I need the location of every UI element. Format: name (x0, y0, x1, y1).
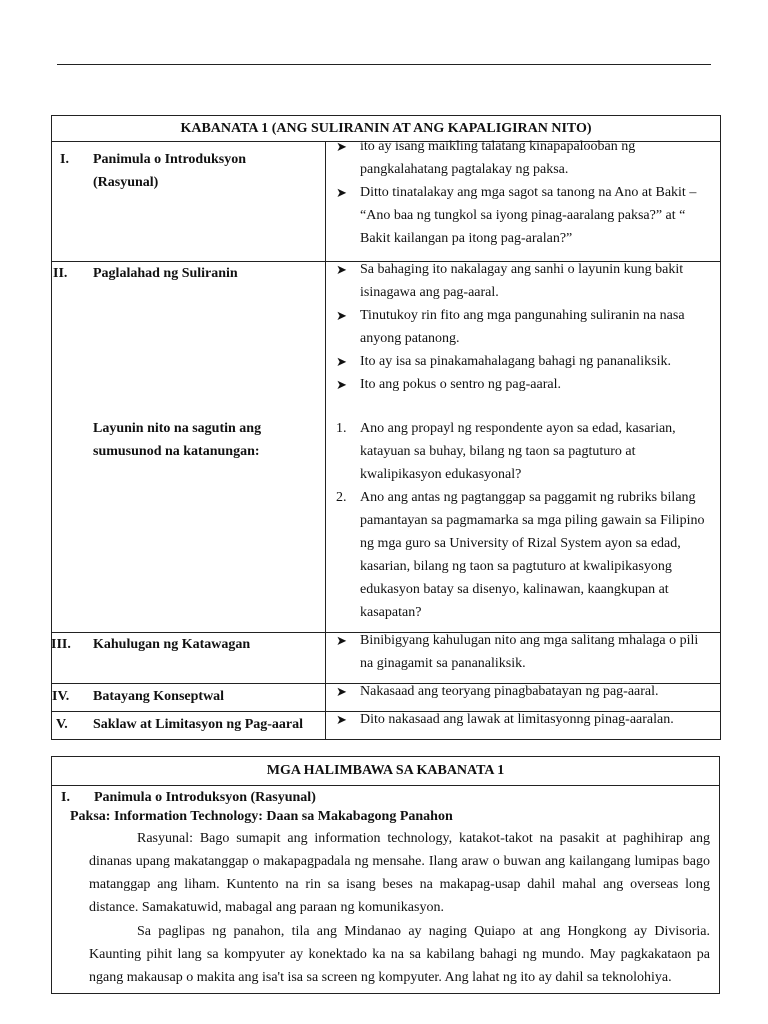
row-label: Batayang Konseptwal (93, 689, 225, 704)
list-item: ➤ Ditto tinatalakay ang mga sagot sa tanong na Ano at Bakit – “Ano baa ng tungkol sa iyong pinag-aaralang paksa?” at “ Bakit kailangan pa itong pag-aralan?” (360, 181, 712, 250)
table-row (52, 142, 721, 262)
list-item: ➤ Dito nakasaad ang lawak at limitasyonng pinag-aaralan. (360, 708, 712, 731)
section-numeral: I. (61, 790, 70, 805)
row-content-cell (326, 262, 721, 633)
table-row (52, 633, 721, 684)
row-label-line: (Rasyunal) (93, 175, 159, 190)
arrow-bullet-icon: ➤ (336, 684, 347, 699)
row-label-cell (52, 142, 326, 262)
list-item: ➤ Ito ang pokus o sentro ng pag-aaral. (360, 373, 712, 396)
row-label: Kahulugan ng Katawagan (93, 637, 251, 652)
outline-table (51, 115, 721, 740)
questions-intro: Layunin nito na sagutin ang sumusunod na katanungan: (93, 421, 262, 459)
list-item: ➤ Ito ay isa sa pinakamahalagang bahagi ng pananaliksik. (360, 350, 712, 373)
arrow-bullet-icon: ➤ (336, 354, 347, 369)
section-label: Panimula o Introduksyon (Rasyunal) (94, 790, 316, 805)
section-heading (61, 788, 710, 807)
arrow-bullet-icon: ➤ (336, 262, 347, 277)
row-content-cell (326, 633, 721, 684)
arrow-bullet-icon: ➤ (336, 185, 347, 200)
arrow-bullet-icon: ➤ (336, 139, 347, 154)
row-numeral: II. (53, 266, 68, 281)
paksa-line: Paksa: Information Technology: Daan sa Makabagong Panahon (70, 809, 453, 824)
row-label-cell (52, 684, 326, 712)
row-label-line: Panimula o Introduksyon (93, 152, 247, 167)
list-item: ➤ Nakasaad ang teoryang pinagbabatayan ng pag-aaral. (360, 680, 712, 703)
row-label-cell (52, 262, 326, 633)
list-item: 1. Ano ang propayl ng respondente ayon sa edad, kasarian, katayuan sa buhay, bilang ng taon sa pagtuturo at kwalipikasyon edukasyonal? (336, 421, 676, 482)
paragraph: Sa paglipas ng panahon, tila ang Mindanao ay naging Quiapo at ang Hongkong ay Divisoria. Kaunting pihit lang sa kompyuter ay konektado ka na sa kabilang bahagi ng mundo. May pagkakataon pa ngang makausap o makita ang isa't isa sa screen ng kompyuter. Ang lahat ng ito ay dahil sa teknolohiya. (89, 924, 710, 985)
row-label-cell (52, 633, 326, 684)
list-item: ➤ Binibigyang kahulugan nito ang mga salitang mhalaga o pili na ginagamit sa pananaliksik. (360, 629, 712, 675)
table-row (52, 712, 721, 740)
header-rule (57, 64, 711, 65)
row-content-cell (326, 139, 721, 262)
row-label: Saklaw at Limitasyon ng Pag-aaral (93, 717, 304, 732)
arrow-bullet-icon: ➤ (336, 633, 347, 648)
paragraph: Rasyunal: Bago sumapit ang information technology, katakot-takot na pasakit at paghihirap ang dinanas upang makatanggap o makapagpadala ng mensahe. Ilang araw o buwan ang kailangang lumipas bago matanggap ang liham. Kuntento na rin sa isang beses na makapag-usap dahil mahal ang overseas long distance. Samakatuwid, mabagal ang paraan ng komunikasyon. (89, 831, 710, 915)
row-label (93, 148, 293, 194)
row-numeral: I. (60, 152, 69, 167)
row-label: Paglalahad ng Suliranin (93, 266, 238, 281)
list-item: ➤ Sa bahaging ito nakalagay ang sanhi o layunin kung bakit isinagawa ang pag-aaral. (360, 258, 712, 304)
arrow-bullet-icon: ➤ (336, 712, 347, 727)
arrow-bullet-icon: ➤ (336, 308, 347, 323)
examples-body (52, 786, 720, 994)
list-item: 2. Ano ang antas ng pagtanggap sa paggamit ng rubriks bilang pamantayan sa pagmamarka sa mga piling gawain sa Filipino ng mga guro sa University of Rizal System ayon sa edad, kasarian, bilang ng taon sa pagtuturo at kwalipikasyong edukasyon batay sa disenyo, kalinawan, kaangkupan at kasapatan? (336, 490, 705, 620)
table-row (52, 262, 721, 633)
row-numeral: V. (56, 717, 68, 732)
row-label-cell (52, 712, 326, 740)
row-numeral: IV. (52, 689, 70, 704)
examples-table (51, 756, 720, 994)
row-content-cell (326, 712, 721, 740)
outline-title: KABANATA 1 (ANG SULIRANIN AT ANG KAPALIGIRAN NITO) (52, 116, 721, 142)
list-item: ➤ ito ay isang maikling talatang kinapapalooban ng pangkalahatang pagtalakay ng paksa. (360, 135, 712, 181)
examples-title: MGA HALIMBAWA SA KABANATA 1 (52, 757, 720, 786)
list-item: ➤ Tinutukoy rin fito ang mga pangunahing suliranin na nasa anyong patanong. (360, 304, 712, 350)
row-numeral: III. (51, 637, 71, 652)
arrow-bullet-icon: ➤ (336, 377, 347, 392)
